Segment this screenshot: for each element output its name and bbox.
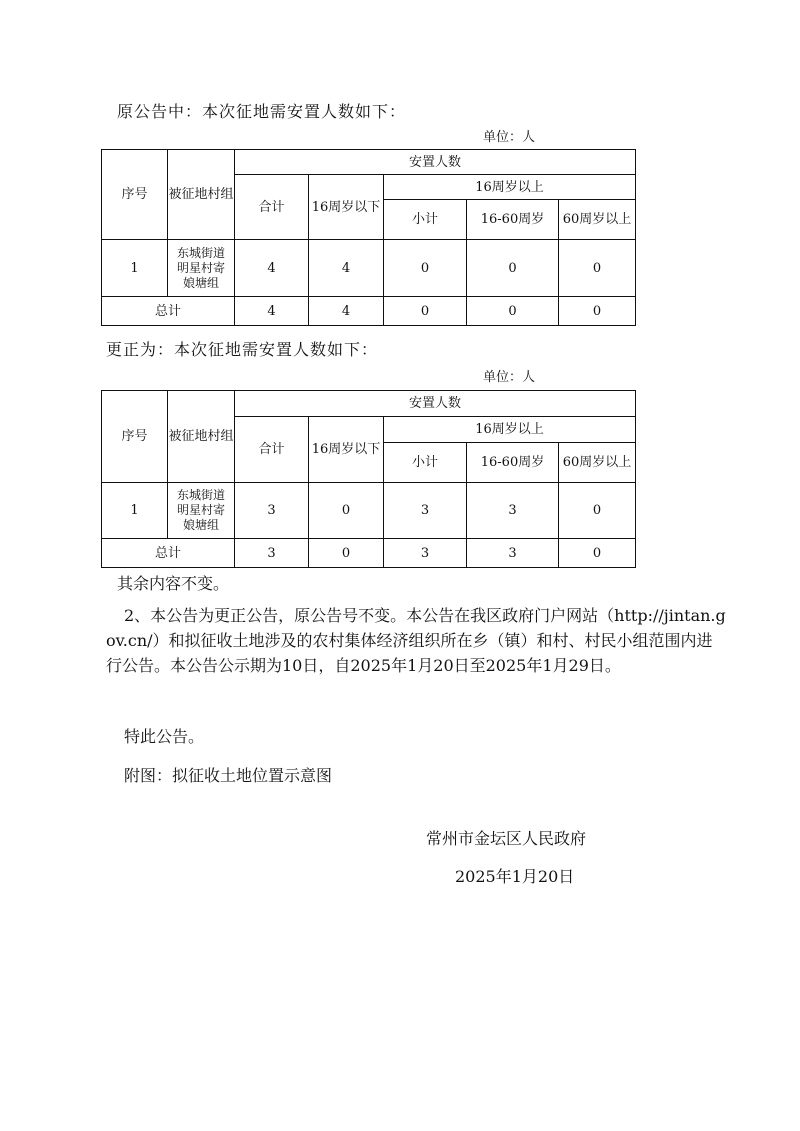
notice-end: 特此公告。: [124, 727, 205, 746]
header-under16: 16周岁以下: [309, 417, 384, 483]
header-resettle-count: 安置人数: [235, 391, 636, 417]
sum-16to60: 3: [467, 539, 559, 568]
header-16to60: 16-60周岁: [467, 200, 559, 240]
header-over16: 16周岁以上: [384, 175, 636, 200]
header-seq: 序号: [102, 391, 168, 483]
sum-under16: 0: [309, 539, 384, 568]
header-seq: 序号: [102, 150, 168, 240]
row-village: 东城街道明星村寄娘塘组: [168, 483, 235, 539]
table-row: [102, 240, 636, 297]
sum-over60: 0: [559, 297, 636, 326]
header-resettle-count: 安置人数: [235, 150, 636, 175]
sum-subtotal: 3: [384, 539, 467, 568]
sum-label: 总计: [102, 297, 235, 326]
sum-row: [102, 539, 636, 568]
row-16to60: 0: [467, 240, 559, 297]
row-over60: 0: [559, 483, 636, 539]
row-subtotal: 0: [384, 240, 467, 297]
header-subtotal: 小计: [384, 443, 467, 483]
original-unit-label: 单位：人: [483, 130, 536, 145]
sum-over60: 0: [559, 539, 636, 568]
row-under16: 4: [309, 240, 384, 297]
date: 2025年1月20日: [455, 867, 575, 886]
original-table: [101, 149, 636, 326]
header-over16: 16周岁以上: [384, 417, 636, 443]
row-seq: 1: [102, 240, 168, 297]
row-under16: 0: [309, 483, 384, 539]
sum-total: 3: [235, 539, 309, 568]
sum-under16: 4: [309, 297, 384, 326]
header-subtotal: 小计: [384, 200, 467, 240]
sum-label: 总计: [102, 539, 235, 568]
row-16to60: 3: [467, 483, 559, 539]
corrected-intro: 更正为：本次征地需安置人数如下：: [106, 340, 379, 359]
table-row: [102, 483, 636, 539]
header-over60: 60周岁以上: [559, 443, 636, 483]
paragraph-2: 2、本公告为更正公告，原公告号不变。本公告在我区政府门户网站（http://jintan.gov.cn/）和拟征收土地涉及的农村集体经济组织所在乡（镇）和村、村民小组范围内进行公告。本公告公示期为10日，自2025年1月20日至2025年1月29日。: [106, 606, 726, 675]
sum-total: 4: [235, 297, 309, 326]
row-over60: 0: [559, 240, 636, 297]
sum-16to60: 0: [467, 297, 559, 326]
header-village: 被征地村组: [168, 391, 235, 483]
header-village: 被征地村组: [168, 150, 235, 240]
row-seq: 1: [102, 483, 168, 539]
header-under16: 16周岁以下: [309, 175, 384, 240]
header-total: 合计: [235, 417, 309, 483]
sum-subtotal: 0: [384, 297, 467, 326]
corrected-table: [101, 390, 636, 568]
signature: 常州市金坛区人民政府: [426, 829, 587, 848]
row-subtotal: 3: [384, 483, 467, 539]
row-village: 东城街道明星村寄娘塘组: [168, 240, 235, 297]
row-total: 3: [235, 483, 309, 539]
header-over60: 60周岁以上: [559, 200, 636, 240]
sum-row: [102, 297, 636, 326]
attachment-line: 附图：拟征收土地位置示意图: [124, 766, 333, 785]
header-16to60: 16-60周岁: [467, 443, 559, 483]
corrected-unit-label: 单位：人: [483, 370, 536, 385]
header-total: 合计: [235, 175, 309, 240]
rest-unchanged: 其余内容不变。: [117, 574, 230, 593]
original-intro: 原公告中：本次征地需安置人数如下：: [117, 102, 407, 121]
row-total: 4: [235, 240, 309, 297]
